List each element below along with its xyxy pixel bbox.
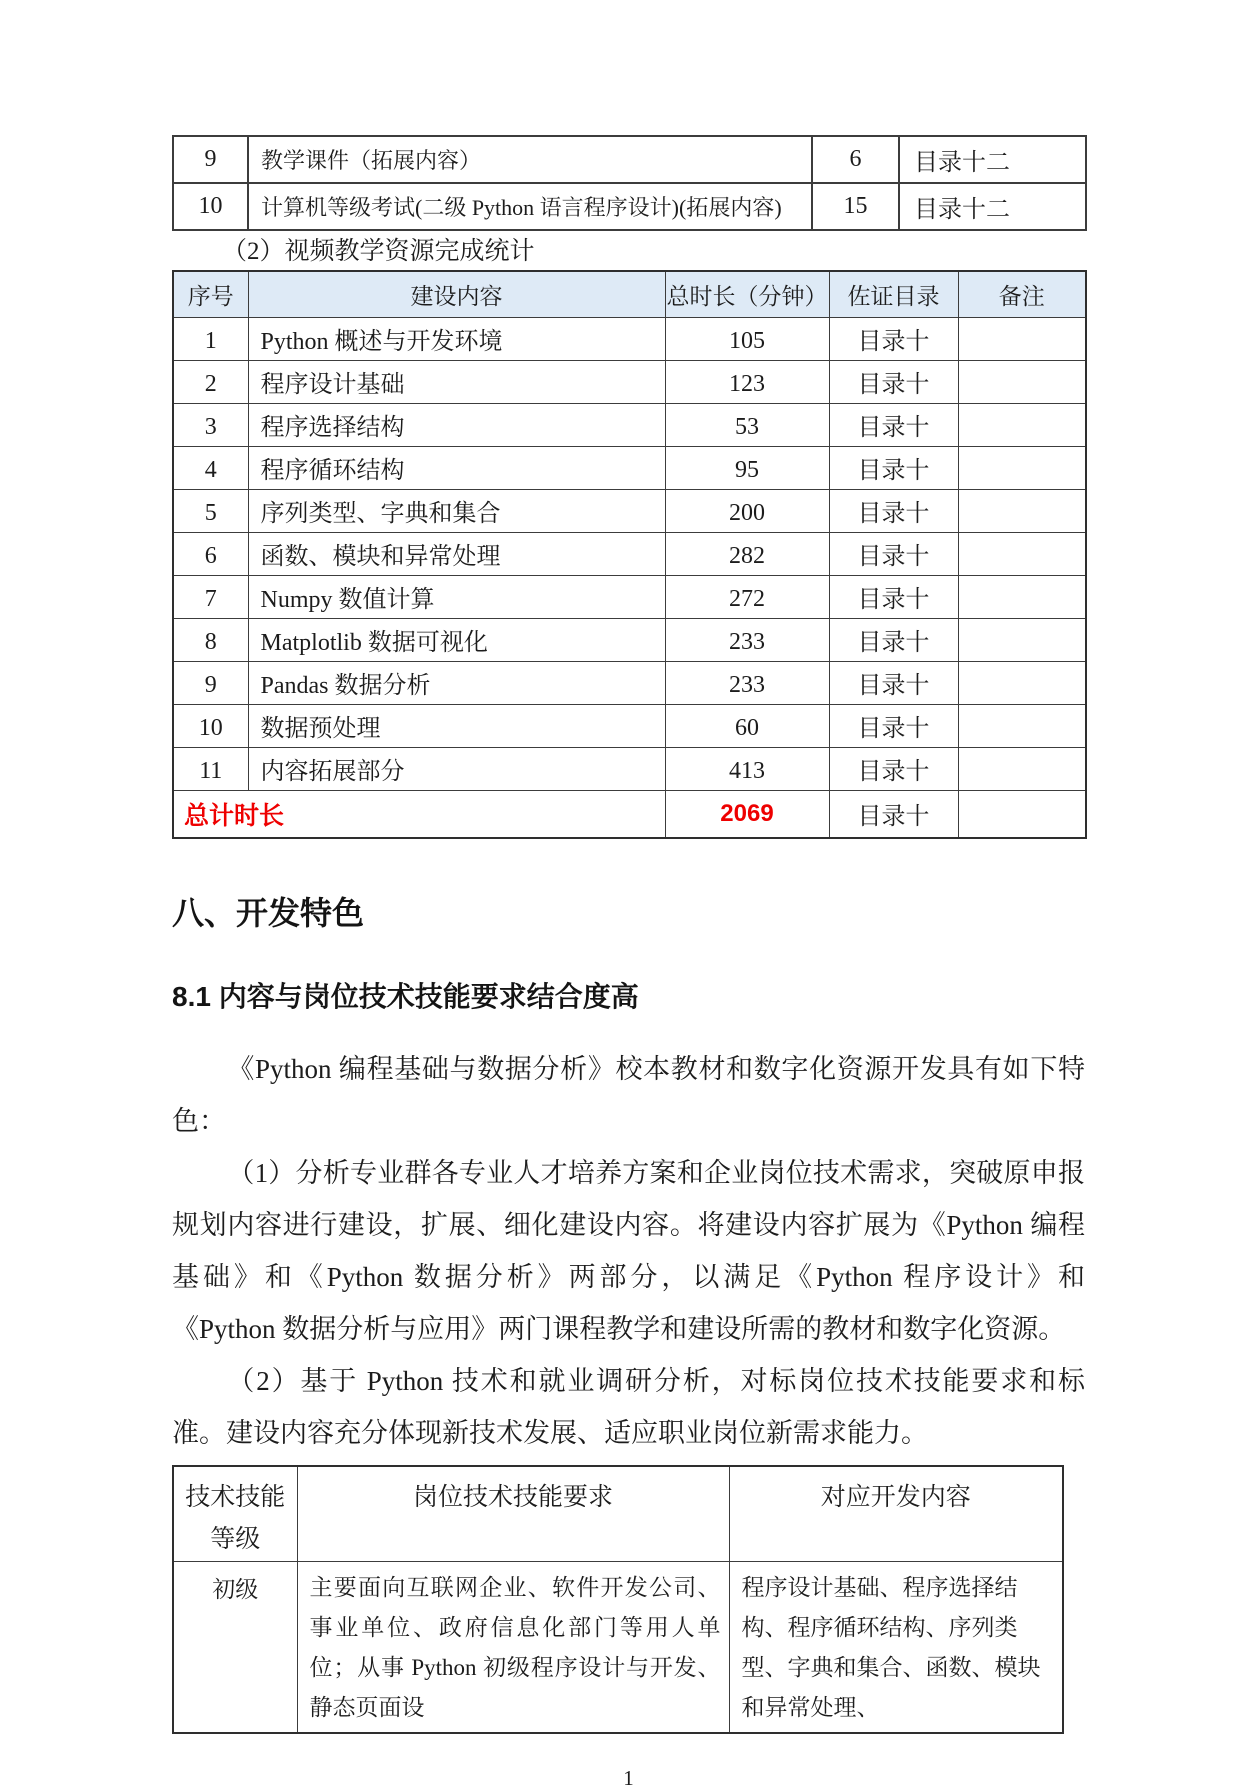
subsection-heading: 8.1 内容与岗位技术技能要求结合度高 [172,981,639,1012]
row-minutes: 413 [665,747,829,790]
row-development: 程序设计基础、程序选择结构、程序循环结构、序列类型、字典和集合、函数、模块和异常处理、 [729,1562,1063,1734]
row-level: 初级 [173,1562,297,1734]
row-number: 6 [173,532,248,575]
row-note [958,317,1086,360]
row-minutes: 60 [665,704,829,747]
table-header-row [173,1466,1063,1562]
row-note [958,661,1086,704]
row-minutes: 272 [665,575,829,618]
row-content: Numpy 数值计算 [248,575,665,618]
row-content: 序列类型、字典和集合 [248,489,665,532]
header-no: 序号 [173,271,248,317]
row-count: 15 [812,183,899,230]
row-note [958,360,1086,403]
body-text [172,1043,1085,1459]
row-number: 9 [173,136,248,183]
row-directory: 目录十 [829,661,958,704]
row-number: 11 [173,747,248,790]
row-count: 6 [812,136,899,183]
row-number: 5 [173,489,248,532]
row-number: 10 [173,704,248,747]
row-directory: 目录十 [829,704,958,747]
row-number: 2 [173,360,248,403]
row-minutes: 233 [665,618,829,661]
row-requirements: 主要面向互联网企业、软件开发公司、事业单位、政府信息化部门等用人单位；从事 Python 初级程序设计与开发、静态页面设 [297,1562,729,1734]
table-row [173,446,1086,489]
row-minutes: 95 [665,446,829,489]
row-directory: 目录十 [829,532,958,575]
row-directory: 目录十 [829,446,958,489]
table-row [173,575,1086,618]
paragraph: 《Python 编程基础与数据分析》校本教材和数字化资源开发具有如下特色： [172,1054,1085,1136]
table-row [173,618,1086,661]
table-caption: （2）视频教学资源完成统计 [222,238,535,265]
table-row [173,1562,1063,1734]
table-row [173,403,1086,446]
paragraph: （2）基于 Python 技术和就业调研分析，对标岗位技术技能要求和标准。建设内容充分体现新技术发展、适应职业岗位新需求能力。 [172,1366,1085,1448]
row-note [958,618,1086,661]
table-row [173,747,1086,790]
total-directory: 目录十 [829,790,958,838]
row-content: Matplotlib 数据可视化 [248,618,665,661]
table-row [173,317,1086,360]
row-note [958,532,1086,575]
row-minutes: 233 [665,661,829,704]
row-directory: 目录十二 [899,136,1086,183]
header-requirements: 岗位技术技能要求 [297,1466,729,1562]
row-content: 程序设计基础 [248,360,665,403]
row-note [958,403,1086,446]
row-minutes: 53 [665,403,829,446]
row-content: 计算机等级考试(二级 Python 语言程序设计)(拓展内容) [248,183,812,230]
row-directory: 目录十 [829,618,958,661]
row-directory: 目录十 [829,403,958,446]
video-resources-table [172,270,1087,839]
header-note: 备注 [958,271,1086,317]
total-label: 总计时长 [173,790,665,838]
row-note [958,704,1086,747]
total-minutes: 2069 [665,790,829,838]
row-directory: 目录十二 [899,183,1086,230]
row-note [958,489,1086,532]
row-note [958,446,1086,489]
row-content: 教学课件（拓展内容） [248,136,812,183]
row-number: 7 [173,575,248,618]
table-header-row [173,271,1086,317]
total-note [958,790,1086,838]
page-number: 1 [623,1766,634,1790]
row-directory: 目录十 [829,317,958,360]
row-content: Python 概述与开发环境 [248,317,665,360]
table-row [173,360,1086,403]
row-note [958,575,1086,618]
table-row [173,136,1086,183]
row-number: 1 [173,317,248,360]
row-number: 4 [173,446,248,489]
header-skill-level: 技术技能等级 [173,1466,297,1562]
row-content: 程序循环结构 [248,446,665,489]
row-content: 数据预处理 [248,704,665,747]
table-row [173,489,1086,532]
row-directory: 目录十 [829,489,958,532]
row-content: 函数、模块和异常处理 [248,532,665,575]
paragraph: （1）分析专业群各专业人才培养方案和企业岗位技术需求，突破原申报规划内容进行建设，扩展、细化建设内容。将建设内容扩展为《Python 编程基础》和《Python 数据分析》两部分，以满足《Python 程序设计》和《Python 数据分析与应用》两门课程教学和建设所需的教材和数字化资源。 [172,1158,1085,1344]
row-directory: 目录十 [829,747,958,790]
table-row [173,183,1086,230]
table-row [173,704,1086,747]
courseware-table [172,135,1087,231]
row-content: 内容拓展部分 [248,747,665,790]
table-row [173,532,1086,575]
row-directory: 目录十 [829,575,958,618]
row-directory: 目录十 [829,360,958,403]
row-minutes: 282 [665,532,829,575]
row-minutes: 105 [665,317,829,360]
row-number: 9 [173,661,248,704]
skill-level-table [172,1465,1064,1734]
row-content: Pandas 数据分析 [248,661,665,704]
table-row [173,661,1086,704]
row-content: 程序选择结构 [248,403,665,446]
row-minutes: 123 [665,360,829,403]
row-note [958,747,1086,790]
row-minutes: 200 [665,489,829,532]
row-number: 3 [173,403,248,446]
total-row [173,790,1086,838]
header-content: 建设内容 [248,271,665,317]
row-number: 10 [173,183,248,230]
row-number: 8 [173,618,248,661]
header-development: 对应开发内容 [729,1466,1063,1562]
header-minutes: 总时长（分钟） [665,271,829,317]
section-heading: 八、开发特色 [172,895,365,931]
header-directory: 佐证目录 [829,271,958,317]
